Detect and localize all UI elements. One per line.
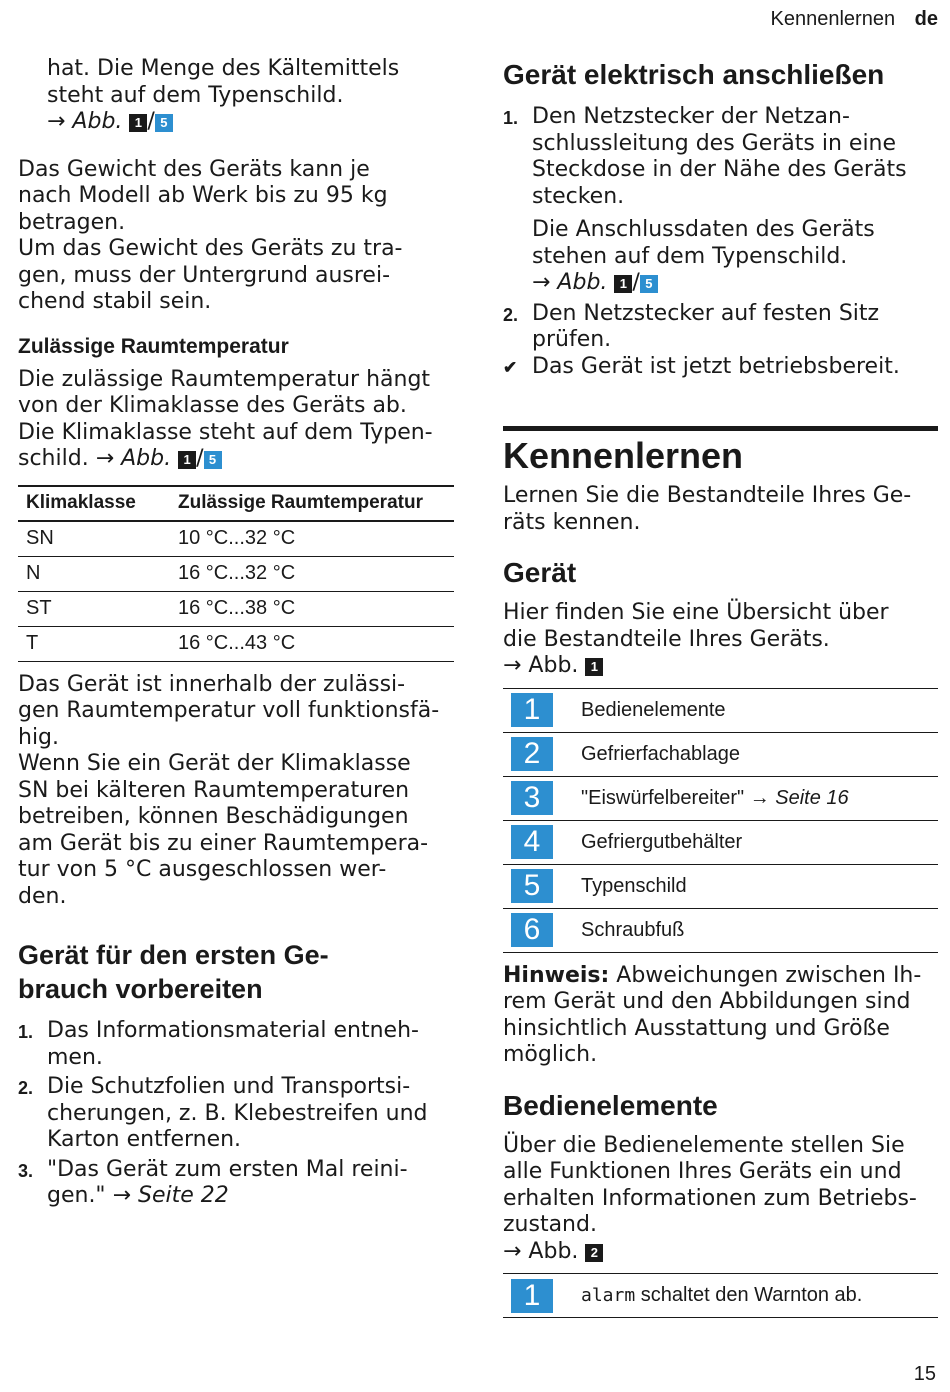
part-number-cell xyxy=(503,820,581,864)
text-line: Die Klimaklasse steht auf dem Typen- xyxy=(18,419,433,445)
text-line: zustand. xyxy=(503,1212,597,1237)
table-cell: N xyxy=(18,556,170,591)
text-line: tur von 5 °C ausgeschlossen wer- xyxy=(18,857,387,882)
control-key: alarm xyxy=(581,1285,636,1306)
text-line: die Bestandteile Ihres Geräts. xyxy=(503,626,830,652)
table-cell: ST xyxy=(18,591,170,626)
part-number-cell xyxy=(503,776,581,820)
control-label-cell xyxy=(581,1274,938,1318)
control-number-cell xyxy=(503,1274,581,1318)
text-fragment: schild. xyxy=(18,446,89,471)
text-line: Um das Gewicht des Geräts zu tra- xyxy=(18,236,403,261)
bedienelemente-paragraph xyxy=(503,1133,938,1266)
table-cell: 16 °C...38 °C xyxy=(170,591,454,626)
text-line: Die Anschlussdaten des Geräts xyxy=(532,217,875,242)
text-line: nach Modell ab Werk bis zu 95 kg xyxy=(18,183,388,208)
text-line: Die Schutzfolien und Transportsi- xyxy=(47,1074,411,1099)
figure-badge-1: 1 xyxy=(129,114,147,132)
figure-ref xyxy=(503,653,938,680)
step-number: 2. xyxy=(18,1078,34,1098)
table-row xyxy=(503,864,938,908)
list-item xyxy=(18,1018,454,1071)
table-cell: T xyxy=(18,626,170,661)
text-line: hinsichtlich Ausstattung und Größe xyxy=(503,1015,890,1041)
part-label: Gefriergutbehälter xyxy=(581,820,938,864)
kennenlernen-paragraph xyxy=(503,483,938,536)
part-number-badge: 5 xyxy=(511,869,553,903)
text-line: erhalten Informationen zum Betriebs- xyxy=(503,1185,917,1211)
figure-ref xyxy=(47,109,454,136)
text-line xyxy=(18,446,454,473)
text-line: cherungen, z. B. Klebestreifen und xyxy=(47,1100,428,1126)
part-label-cell xyxy=(581,776,938,820)
function-paragraph xyxy=(18,672,454,911)
table-row xyxy=(503,776,938,820)
text-line: Den Netzstecker auf festen Sitz xyxy=(532,300,880,326)
text-line: Das Gerät ist jetzt betriebsbereit. xyxy=(532,353,900,379)
text-line: Steckdose in der Nähe des Geräts xyxy=(532,157,907,182)
table-row xyxy=(18,521,454,557)
part-label: Gefrierfachablage xyxy=(581,732,938,776)
table-cell: 16 °C...32 °C xyxy=(170,556,454,591)
text-fragment: gen." xyxy=(47,1183,106,1208)
header-language: de xyxy=(914,8,938,30)
prepare-steps xyxy=(18,1018,454,1210)
text-line: betreiben, können Beschädigungen xyxy=(18,804,409,829)
part-number-badge: 4 xyxy=(511,825,553,859)
text-line: hig. xyxy=(18,724,60,750)
text-line: men. xyxy=(47,1044,103,1070)
text-line: Karton entfernen. xyxy=(47,1127,242,1152)
table-header-row xyxy=(18,486,454,521)
figure-ref xyxy=(532,270,938,297)
room-temperature-paragraph xyxy=(18,367,454,473)
control-description: schaltet den Warnton ab. xyxy=(640,1284,863,1306)
text-line: am Gerät bis zu einer Raumtempera- xyxy=(18,830,429,856)
figure-ref-label: → Abb. xyxy=(47,109,123,134)
text-line: Wenn Sie ein Gerät der Klimaklasse xyxy=(18,751,411,776)
text-fragment: Abweichungen zwischen Ih- xyxy=(616,962,922,988)
prepare-heading xyxy=(18,938,454,1006)
figure-badge-2: 2 xyxy=(585,1244,603,1262)
column-header: Zulässige Raumtemperatur xyxy=(170,486,454,521)
controls-table xyxy=(503,1273,938,1318)
page-link[interactable]: → Seite 22 xyxy=(112,1183,229,1208)
left-column xyxy=(18,56,454,1210)
figure-ref-label: → Abb. xyxy=(532,270,608,295)
table-row xyxy=(503,1274,938,1318)
figure-ref-label: → Abb. xyxy=(503,653,579,678)
part-number-badge: 3 xyxy=(511,781,553,815)
list-item xyxy=(18,1157,454,1210)
table-row xyxy=(18,556,454,591)
control-number-badge: 1 xyxy=(511,1279,553,1313)
text-line: Das Gewicht des Geräts kann je xyxy=(18,156,370,182)
room-temperature-heading: Zulässige Raumtemperatur xyxy=(18,334,289,358)
part-number-badge: 6 xyxy=(511,913,553,947)
header-section: Kennenlernen xyxy=(770,8,896,30)
table-row xyxy=(503,820,938,864)
table-cell: 10 °C...32 °C xyxy=(170,521,454,557)
text-line: alle Funktionen Ihres Geräts ein und xyxy=(503,1159,902,1184)
text-line: Das Gerät ist innerhalb der zulässi- xyxy=(18,671,406,697)
part-number-cell xyxy=(503,864,581,908)
text-line xyxy=(503,963,938,990)
text-line: räts kennen. xyxy=(503,509,641,535)
text-line xyxy=(47,1183,454,1210)
table-row xyxy=(18,591,454,626)
part-number-badge: 1 xyxy=(511,693,553,727)
refrigerant-paragraph xyxy=(18,56,454,136)
kennenlernen-heading: Kennenlernen xyxy=(503,435,744,476)
figure-badge-1: 1 xyxy=(585,658,603,676)
text-line: den. xyxy=(18,883,67,909)
electrical-steps xyxy=(503,104,938,380)
text-line: Die zulässige Raumtemperatur hängt xyxy=(18,366,431,392)
text-line: Hier finden Sie eine Übersicht über xyxy=(503,600,889,625)
table-row xyxy=(18,626,454,661)
table-row xyxy=(503,908,938,952)
text-line: Das Informationsmaterial entneh- xyxy=(47,1018,419,1043)
figure-badge-1: 1 xyxy=(178,451,196,469)
heading-line: brauch vorbereiten xyxy=(18,974,263,1004)
table-row xyxy=(503,688,938,732)
parts-table xyxy=(503,688,938,953)
heading-line: Gerät für den ersten Ge- xyxy=(18,940,329,970)
part-label: "Eiswürfelbereiter" xyxy=(581,786,745,809)
check-icon: ✔ xyxy=(503,357,518,377)
note-paragraph xyxy=(503,963,938,1069)
page-number: 15 xyxy=(913,1363,936,1385)
text-line: Lernen Sie die Bestandteile Ihres Ge- xyxy=(503,483,912,508)
text-line: stecken. xyxy=(532,183,625,209)
figure-badge-5: 5 xyxy=(640,275,658,293)
text-line: hat. Die Menge des Kältemittels xyxy=(47,56,400,81)
geraet-heading: Gerät xyxy=(503,557,577,588)
text-line: von der Klimaklasse des Geräts ab. xyxy=(18,393,407,418)
step-number: 2. xyxy=(503,304,519,325)
text-line: betragen. xyxy=(18,209,126,235)
step-number: 1. xyxy=(503,108,519,128)
list-item xyxy=(18,1074,454,1154)
slash: / xyxy=(147,109,155,134)
text-line: gen Raumtemperatur voll funktionsfä- xyxy=(18,698,440,723)
list-item xyxy=(503,104,938,297)
text-line: "Das Gerät zum ersten Mal reini- xyxy=(47,1156,408,1182)
bedienelemente-heading: Bedienelemente xyxy=(503,1089,718,1121)
text-line: steht auf dem Typenschild. xyxy=(47,82,344,108)
text-line: prüfen. xyxy=(532,327,612,352)
part-number-cell xyxy=(503,908,581,952)
table-cell: 16 °C...43 °C xyxy=(170,626,454,661)
part-number-cell xyxy=(503,732,581,776)
text-line: gen, muss der Untergrund ausrei- xyxy=(18,262,391,288)
figure-ref xyxy=(503,1239,938,1266)
page-header xyxy=(771,8,938,31)
part-label: Bedienelemente xyxy=(581,688,938,732)
section-divider xyxy=(503,426,938,431)
text-line: rem Gerät und den Abbildungen sind xyxy=(503,989,911,1014)
text-line: Den Netzstecker der Netzan- xyxy=(532,104,850,129)
right-column xyxy=(503,58,938,1318)
figure-ref-label: → Abb. xyxy=(503,1238,579,1264)
figure-ref-label: → Abb. xyxy=(95,446,172,471)
step-number: 1. xyxy=(18,1022,34,1042)
text-line: chend stabil sein. xyxy=(18,289,212,314)
text-line: möglich. xyxy=(503,1042,598,1067)
table-row xyxy=(503,732,938,776)
slash: / xyxy=(196,446,204,471)
part-label: Typenschild xyxy=(581,864,938,908)
part-number-badge: 2 xyxy=(511,737,553,771)
figure-badge-5: 5 xyxy=(204,451,222,469)
text-line: Über die Bedienelemente stellen Sie xyxy=(503,1132,905,1158)
climate-class-table xyxy=(18,485,454,662)
part-number-cell xyxy=(503,688,581,732)
part-label: Schraubfuß xyxy=(581,908,938,952)
geraet-paragraph xyxy=(503,600,938,680)
figure-badge-1: 1 xyxy=(614,275,632,293)
page-link[interactable]: → Seite 16 xyxy=(749,786,849,809)
table-cell: SN xyxy=(18,521,170,557)
result-item xyxy=(503,354,938,381)
slash: / xyxy=(632,270,640,295)
text-line: stehen auf dem Typenschild. xyxy=(532,243,848,269)
text-line: SN bei kälteren Raumtemperaturen xyxy=(18,777,410,803)
column-header: Klimaklasse xyxy=(18,486,170,521)
weight-paragraph xyxy=(18,157,454,316)
figure-badge-5: 5 xyxy=(155,114,173,132)
step-number: 3. xyxy=(18,1160,34,1181)
note-label: Hinweis: xyxy=(503,962,610,988)
electrical-heading: Gerät elektrisch anschließen xyxy=(503,59,885,90)
list-item xyxy=(503,301,938,354)
text-line: schlussleitung des Geräts in eine xyxy=(532,130,897,156)
